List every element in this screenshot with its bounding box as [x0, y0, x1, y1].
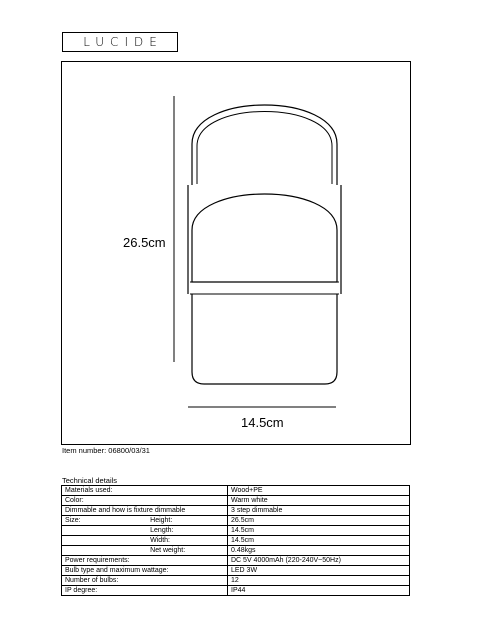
spec-value: Wood+PE — [228, 486, 410, 496]
width-dimension-label: 14.5cm — [241, 415, 284, 430]
lamp-outline-drawing — [62, 62, 412, 446]
item-number: Item number: 06800/03/31 — [62, 446, 150, 455]
table-row — [62, 536, 410, 546]
brand-logo-text: LUCIDE — [83, 35, 163, 49]
spec-label: Dimmable and how is fixture dimmable — [62, 506, 228, 516]
spec-value: 3 step dimmable — [228, 506, 410, 516]
spec-sublabel: Width: — [147, 536, 227, 546]
spec-value: 12 — [228, 576, 410, 586]
handle-arch-inner — [197, 112, 332, 185]
technical-details-title: Technical details — [62, 476, 118, 485]
table-row — [62, 576, 410, 586]
spec-label — [62, 546, 148, 556]
spec-value: 0.48kgs — [228, 546, 410, 556]
spec-sublabel: Net weight: — [147, 546, 227, 556]
spec-label: Number of bulbs: — [62, 576, 228, 586]
spec-value: LED 3W — [228, 566, 410, 576]
table-row — [62, 546, 410, 556]
spec-value: 14.5cm — [228, 526, 410, 536]
lamp-shade — [192, 194, 337, 282]
table-row — [62, 556, 410, 566]
spec-value: 26.5cm — [228, 516, 410, 526]
table-row — [62, 516, 410, 526]
spec-value: DC 5V 4000mAh (220-240V~50Hz) — [228, 556, 410, 566]
spec-label: Color: — [62, 496, 228, 506]
brand-logo — [62, 32, 178, 52]
table-row — [62, 566, 410, 576]
spec-label: Power requirements: — [62, 556, 228, 566]
spec-label — [62, 526, 148, 536]
spec-value: 14.5cm — [228, 536, 410, 546]
table-row — [62, 526, 410, 536]
spec-label: IP degree: — [62, 586, 228, 596]
lamp-base — [192, 294, 337, 384]
spec-label: Bulb type and maximum wattage: — [62, 566, 228, 576]
spec-sublabel: Length: — [147, 526, 227, 536]
handle-arch — [192, 105, 337, 185]
spec-label: Materials used: — [62, 486, 228, 496]
spec-sublabel: Height: — [147, 516, 227, 526]
spec-label — [62, 536, 148, 546]
spec-value: Warm white — [228, 496, 410, 506]
spec-value: IP44 — [228, 586, 410, 596]
table-row — [62, 586, 410, 596]
technical-details-table — [61, 485, 410, 596]
spec-label: Size: — [62, 516, 148, 526]
table-row — [62, 486, 410, 496]
product-drawing — [61, 61, 411, 445]
table-row — [62, 496, 410, 506]
table-row — [62, 506, 410, 516]
height-dimension-label: 26.5cm — [123, 235, 166, 250]
